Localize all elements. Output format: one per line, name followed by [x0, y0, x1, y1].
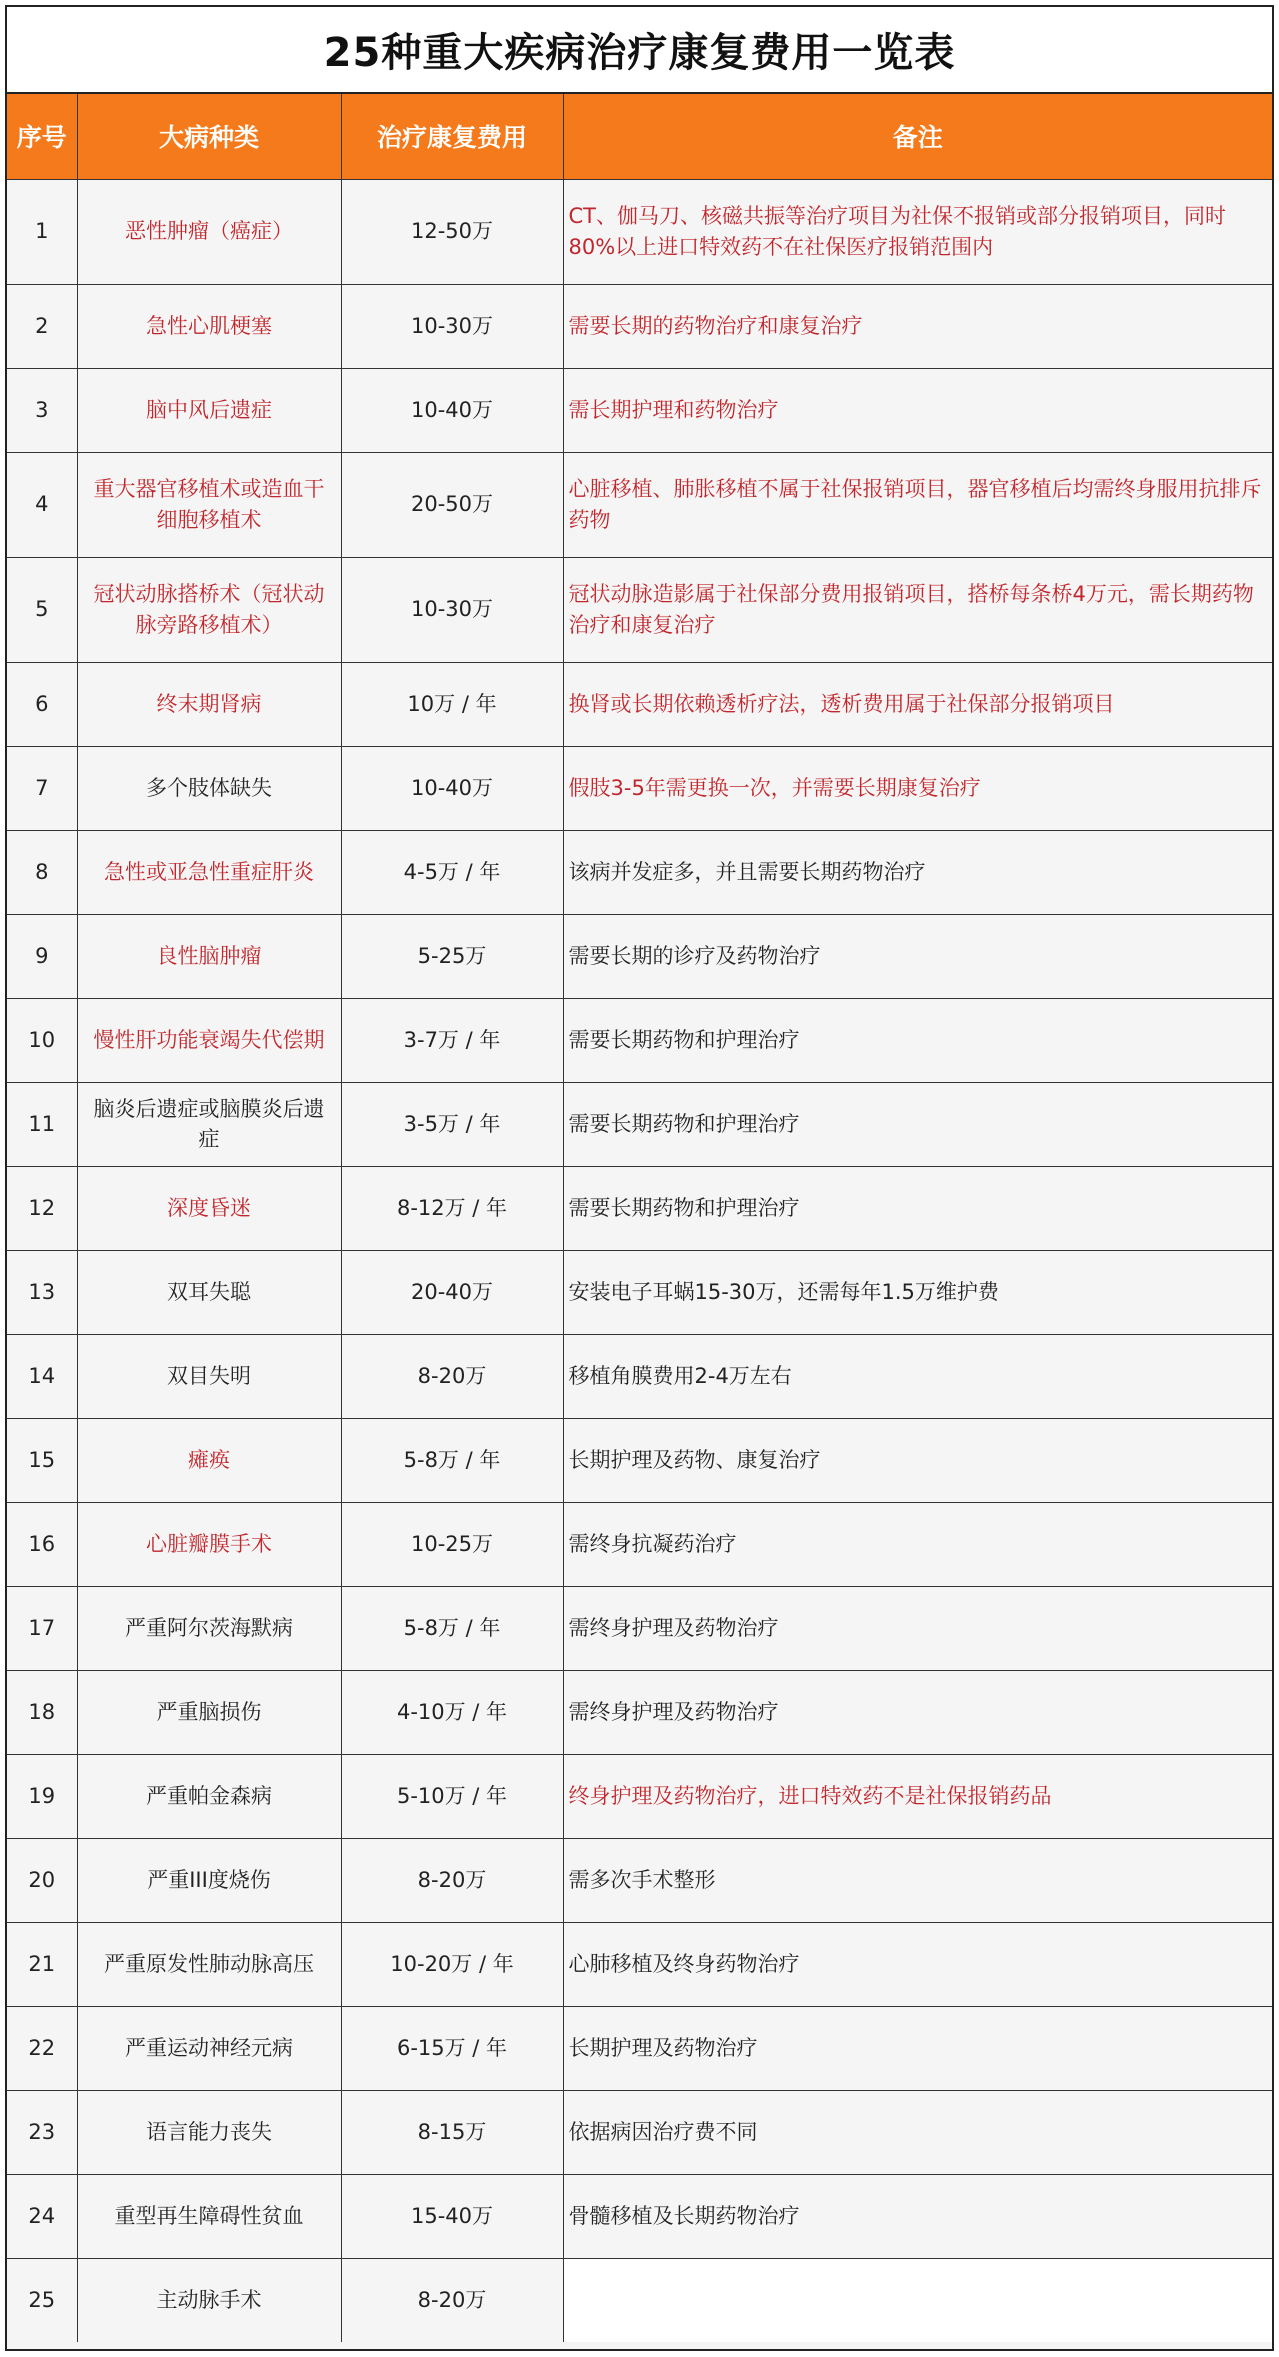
table-row	[7, 1502, 1272, 1586]
row-cost: 10-40万	[341, 746, 563, 830]
row-index: 9	[7, 914, 77, 998]
row-index: 17	[7, 1586, 77, 1670]
table-row	[7, 914, 1272, 998]
row-cost: 6-15万 / 年	[341, 2006, 563, 2090]
row-note: 该病并发症多，并且需要长期药物治疗	[563, 830, 1272, 914]
header-notes: 备注	[563, 94, 1272, 179]
row-disease-name: 双目失明	[77, 1334, 341, 1418]
row-disease-name: 严重阿尔茨海默病	[77, 1586, 341, 1670]
row-disease-name: 严重运动神经元病	[77, 2006, 341, 2090]
row-index: 10	[7, 998, 77, 1082]
row-index: 21	[7, 1922, 77, 2006]
row-index: 19	[7, 1754, 77, 1838]
row-note: 移植角膜费用2-4万左右	[563, 1334, 1272, 1418]
table-row	[7, 1418, 1272, 1502]
row-index: 8	[7, 830, 77, 914]
row-disease-name: 急性或亚急性重症肝炎	[77, 830, 341, 914]
row-disease-name: 严重脑损伤	[77, 1670, 341, 1754]
table-row	[7, 1754, 1272, 1838]
table-row	[7, 1082, 1272, 1166]
row-disease-name: 慢性肝功能衰竭失代偿期	[77, 998, 341, 1082]
table-row	[7, 179, 1272, 284]
row-disease-name: 恶性肿瘤（癌症）	[77, 179, 341, 284]
row-note: 需终身护理及药物治疗	[563, 1586, 1272, 1670]
row-note: 依据病因治疗费不同	[563, 2090, 1272, 2174]
row-disease-name: 深度昏迷	[77, 1166, 341, 1250]
row-note: 心肺移植及终身药物治疗	[563, 1922, 1272, 2006]
row-index: 7	[7, 746, 77, 830]
row-disease-name: 严重III度烧伤	[77, 1838, 341, 1922]
row-index: 23	[7, 2090, 77, 2174]
table-row	[7, 2258, 1272, 2342]
row-index: 25	[7, 2258, 77, 2342]
row-disease-name: 瘫痪	[77, 1418, 341, 1502]
row-index: 24	[7, 2174, 77, 2258]
row-disease-name: 多个肢体缺失	[77, 746, 341, 830]
row-index: 5	[7, 557, 77, 662]
row-cost: 10万 / 年	[341, 662, 563, 746]
row-disease-name: 急性心肌梗塞	[77, 284, 341, 368]
row-note: 需要长期的诊疗及药物治疗	[563, 914, 1272, 998]
table-row	[7, 830, 1272, 914]
row-note: CT、伽马刀、核磁共振等治疗项目为社保不报销或部分报销项目，同时80%以上进口特效药不在社保医疗报销范围内	[563, 179, 1272, 284]
row-index: 14	[7, 1334, 77, 1418]
row-index: 12	[7, 1166, 77, 1250]
row-note: 需要长期药物和护理治疗	[563, 1082, 1272, 1166]
row-note: 需要长期药物和护理治疗	[563, 998, 1272, 1082]
row-index: 6	[7, 662, 77, 746]
row-disease-name: 终末期肾病	[77, 662, 341, 746]
row-note: 心脏移植、肺胀移植不属于社保报销项目，器官移植后均需终身服用抗排斥药物	[563, 452, 1272, 557]
table-row	[7, 1166, 1272, 1250]
row-note: 需多次手术整形	[563, 1838, 1272, 1922]
row-disease-name: 双耳失聪	[77, 1250, 341, 1334]
table-row	[7, 1670, 1272, 1754]
row-disease-name: 冠状动脉搭桥术（冠状动脉旁路移植术）	[77, 557, 341, 662]
row-disease-name: 严重原发性肺动脉高压	[77, 1922, 341, 2006]
row-disease-name: 良性脑肿瘤	[77, 914, 341, 998]
row-cost: 10-25万	[341, 1502, 563, 1586]
cost-table-sheet	[5, 5, 1274, 2351]
row-cost: 8-20万	[341, 1838, 563, 1922]
row-cost: 3-5万 / 年	[341, 1082, 563, 1166]
table-row	[7, 998, 1272, 1082]
page-title: 25种重大疾病治疗康复费用一览表	[7, 7, 1272, 94]
row-cost: 20-40万	[341, 1250, 563, 1334]
row-index: 22	[7, 2006, 77, 2090]
table-row	[7, 1922, 1272, 2006]
table-row	[7, 452, 1272, 557]
row-cost: 20-50万	[341, 452, 563, 557]
table-row	[7, 746, 1272, 830]
row-disease-name: 重型再生障碍性贫血	[77, 2174, 341, 2258]
row-note: 安装电子耳蜗15-30万，还需每年1.5万维护费	[563, 1250, 1272, 1334]
row-cost: 5-25万	[341, 914, 563, 998]
table-row	[7, 284, 1272, 368]
table-row	[7, 662, 1272, 746]
disease-cost-table	[7, 94, 1272, 2342]
row-disease-name: 严重帕金森病	[77, 1754, 341, 1838]
header-cost: 治疗康复费用	[341, 94, 563, 179]
row-index: 15	[7, 1418, 77, 1502]
row-disease-name: 语言能力丧失	[77, 2090, 341, 2174]
row-note: 长期护理及药物、康复治疗	[563, 1418, 1272, 1502]
table-row	[7, 1586, 1272, 1670]
table-row	[7, 2006, 1272, 2090]
row-index: 2	[7, 284, 77, 368]
row-cost: 10-20万 / 年	[341, 1922, 563, 2006]
row-cost: 10-30万	[341, 557, 563, 662]
row-note: 换肾或长期依赖透析疗法，透析费用属于社保部分报销项目	[563, 662, 1272, 746]
row-index: 3	[7, 368, 77, 452]
row-note: 需要长期的药物治疗和康复治疗	[563, 284, 1272, 368]
row-note: 假肢3-5年需更换一次，并需要长期康复治疗	[563, 746, 1272, 830]
row-index: 4	[7, 452, 77, 557]
row-note: 冠状动脉造影属于社保部分费用报销项目，搭桥每条桥4万元，需长期药物治疗和康复治疗	[563, 557, 1272, 662]
row-cost: 4-5万 / 年	[341, 830, 563, 914]
row-note: 需终身护理及药物治疗	[563, 1670, 1272, 1754]
header-category: 大病种类	[77, 94, 341, 179]
row-disease-name: 心脏瓣膜手术	[77, 1502, 341, 1586]
table-row	[7, 2090, 1272, 2174]
row-index: 20	[7, 1838, 77, 1922]
row-note: 骨髓移植及长期药物治疗	[563, 2174, 1272, 2258]
row-note: 需长期护理和药物治疗	[563, 368, 1272, 452]
row-index: 18	[7, 1670, 77, 1754]
row-cost: 10-30万	[341, 284, 563, 368]
table-row	[7, 557, 1272, 662]
row-disease-name: 脑中风后遗症	[77, 368, 341, 452]
row-cost: 8-12万 / 年	[341, 1166, 563, 1250]
row-disease-name: 脑炎后遗症或脑膜炎后遗症	[77, 1082, 341, 1166]
row-index: 11	[7, 1082, 77, 1166]
row-cost: 3-7万 / 年	[341, 998, 563, 1082]
row-disease-name: 重大器官移植术或造血干细胞移植术	[77, 452, 341, 557]
row-note: 需要长期药物和护理治疗	[563, 1166, 1272, 1250]
table-row	[7, 1334, 1272, 1418]
row-disease-name: 主动脉手术	[77, 2258, 341, 2342]
row-cost: 8-20万	[341, 1334, 563, 1418]
row-cost: 5-10万 / 年	[341, 1754, 563, 1838]
row-index: 1	[7, 179, 77, 284]
row-note: 长期护理及药物治疗	[563, 2006, 1272, 2090]
row-index: 13	[7, 1250, 77, 1334]
row-note	[563, 2258, 1272, 2342]
row-index: 16	[7, 1502, 77, 1586]
table-body	[7, 179, 1272, 2342]
table-row	[7, 2174, 1272, 2258]
row-cost: 5-8万 / 年	[341, 1418, 563, 1502]
row-cost: 15-40万	[341, 2174, 563, 2258]
header-index: 序号	[7, 94, 77, 179]
row-cost: 8-15万	[341, 2090, 563, 2174]
row-cost: 4-10万 / 年	[341, 1670, 563, 1754]
row-cost: 8-20万	[341, 2258, 563, 2342]
table-row	[7, 1838, 1272, 1922]
row-note: 需终身抗凝药治疗	[563, 1502, 1272, 1586]
table-header-row	[7, 94, 1272, 179]
row-note: 终身护理及药物治疗，进口特效药不是社保报销药品	[563, 1754, 1272, 1838]
row-cost: 12-50万	[341, 179, 563, 284]
row-cost: 5-8万 / 年	[341, 1586, 563, 1670]
table-row	[7, 368, 1272, 452]
table-row	[7, 1250, 1272, 1334]
row-cost: 10-40万	[341, 368, 563, 452]
